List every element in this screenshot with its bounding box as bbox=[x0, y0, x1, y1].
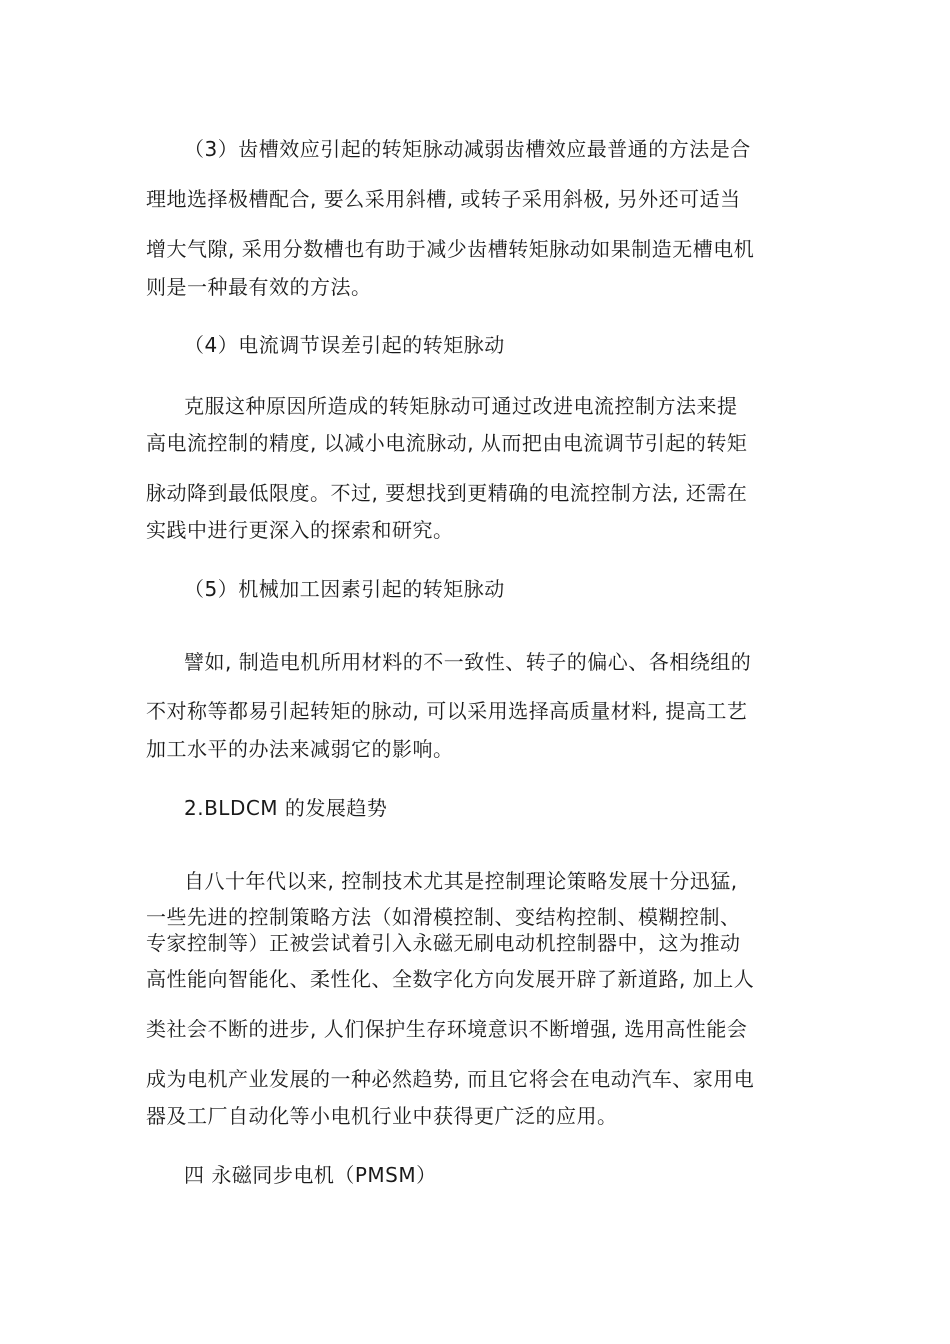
paragraph-current-line-1: 克服这种原因所造成的转矩脉动可通过改进电流控制方法来提 bbox=[184, 394, 738, 418]
paragraph-cogging-line-2: 理地选择极槽配合, 要么采用斜槽, 或转子采用斜极, 另外还可适当 bbox=[146, 187, 741, 211]
heading-machining: （5）机械加工因素引起的转矩脉动 bbox=[184, 577, 505, 601]
heading-bldcm-trend: 2.BLDCM 的发展趋势 bbox=[184, 796, 388, 820]
heading-current-regulation: （4）电流调节误差引起的转矩脉动 bbox=[184, 333, 505, 357]
paragraph-machining-line-1: 譬如, 制造电机所用材料的不一致性、转子的偏心、各相绕组的 bbox=[184, 650, 752, 674]
paragraph-cogging-line-4: 则是一种最有效的方法。 bbox=[146, 275, 372, 299]
paragraph-trend-line-6: 成为电机产业发展的一种必然趋势, 而且它将会在电动汽车、家用电 bbox=[146, 1067, 755, 1091]
paragraph-trend-line-4: 高性能向智能化、柔性化、全数字化方向发展开辟了新道路, 加上人 bbox=[146, 967, 755, 991]
paragraph-current-line-2: 高电流控制的精度, 以减小电流脉动, 从而把由电流调节引起的转矩 bbox=[146, 431, 748, 455]
paragraph-cogging-line-1: （3）齿槽效应引起的转矩脉动减弱齿槽效应最普通的方法是合 bbox=[184, 137, 751, 161]
paragraph-trend-line-2: 一些先进的控制策略方法（如滑模控制、变结构控制、模糊控制、 bbox=[146, 905, 741, 929]
paragraph-cogging-line-3: 增大气隙, 采用分数槽也有助于减少齿槽转矩脉动如果制造无槽电机 bbox=[146, 237, 755, 261]
paragraph-current-line-4: 实践中进行更深入的探索和研究。 bbox=[146, 518, 454, 542]
paragraph-current-line-3: 脉动降到最低限度。不过, 要想找到更精确的电流控制方法, 还需在 bbox=[146, 481, 748, 505]
paragraph-machining-line-3: 加工水平的办法来减弱它的影响。 bbox=[146, 737, 454, 761]
paragraph-trend-line-3: 专家控制等）正被尝试着引入永磁无刷电动机控制器中，这为推动 bbox=[146, 931, 741, 955]
paragraph-trend-line-7: 器及工厂自动化等小电机行业中获得更广泛的应用。 bbox=[146, 1104, 618, 1128]
paragraph-trend-line-1: 自八十年代以来, 控制技术尤其是控制理论策略发展十分迅猛, bbox=[184, 869, 738, 893]
heading-pmsm: 四 永磁同步电机（PMSM） bbox=[184, 1163, 437, 1187]
paragraph-machining-line-2: 不对称等都易引起转矩的脉动, 可以采用选择高质量材料, 提高工艺 bbox=[146, 699, 748, 723]
paragraph-trend-line-5: 类社会不断的进步, 人们保护生存环境意识不断增强, 选用高性能会 bbox=[146, 1017, 748, 1041]
